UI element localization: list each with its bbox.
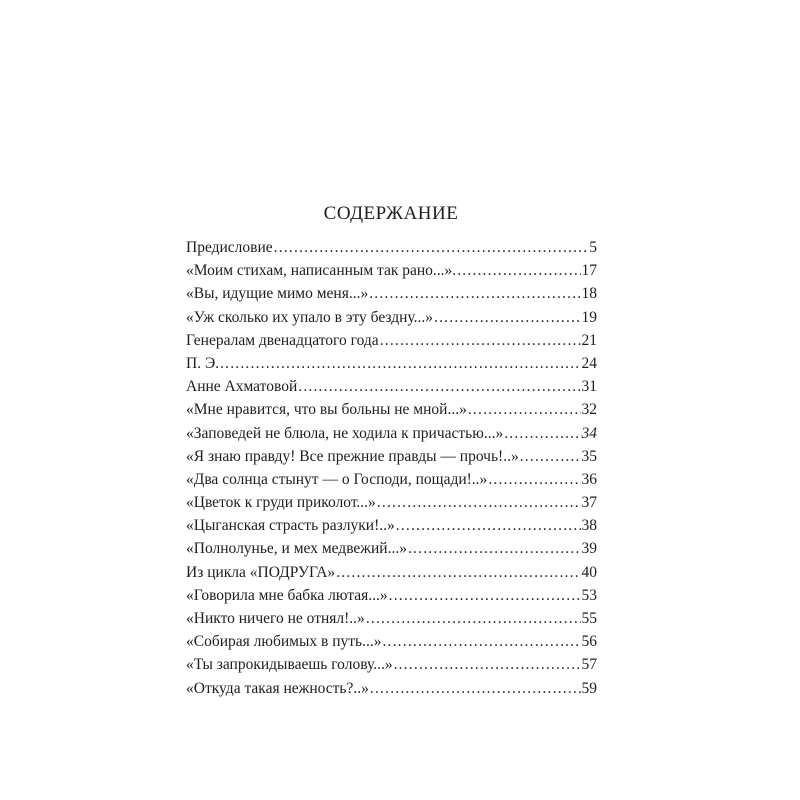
- toc-page-number: 21: [581, 331, 597, 349]
- toc-page-number: 24: [581, 354, 597, 372]
- toc-entry: [186, 491, 597, 514]
- toc-entry-label: «Я знаю правду! Все прежние правды — прочь!..»: [186, 447, 519, 465]
- toc-entry: [186, 607, 597, 630]
- dot-leader: [394, 653, 581, 676]
- toc-page-number: 35: [581, 447, 597, 465]
- toc-entry: [186, 375, 597, 398]
- toc-page-number: 19: [581, 308, 597, 326]
- toc-entry: [186, 561, 597, 584]
- table-of-contents: [186, 236, 597, 700]
- toc-entry-label: «Моим стихам, написанным так рано...».: [186, 262, 457, 280]
- toc-entry-label: Предисловие: [186, 239, 273, 256]
- dot-leader: [369, 282, 580, 305]
- toc-entry-label: Генералам двенадцатого года: [186, 331, 379, 349]
- toc-page-number: 18: [581, 285, 597, 303]
- toc-page-number: 57: [581, 656, 597, 674]
- dot-leader: [520, 445, 581, 468]
- toc-entry-label: «Собирая любимых в путь...»: [186, 633, 382, 651]
- toc-entry: [186, 445, 597, 468]
- toc-entry: [186, 422, 597, 445]
- toc-entry-label: «Никто ничего не отнял!..»: [186, 610, 365, 627]
- toc-entry: [186, 236, 597, 259]
- toc-entry: [186, 537, 597, 560]
- toc-page-number: 32: [581, 401, 597, 419]
- dot-leader: [380, 329, 581, 352]
- dot-leader: [274, 236, 589, 259]
- toc-entry-label: «Говорила мне бабка лютая...»: [186, 586, 388, 604]
- dot-leader: [408, 537, 581, 560]
- toc-entry-label: «Заповедей не блюла, не ходила к причастью...»: [186, 424, 504, 442]
- toc-page-number: 17: [581, 262, 597, 280]
- toc-page-number: 55: [581, 610, 597, 627]
- toc-page-number: 36: [581, 470, 597, 488]
- toc-page-number: 31: [581, 378, 597, 396]
- toc-page-number: 40: [581, 563, 597, 581]
- toc-entry: [186, 306, 597, 329]
- toc-entry: [186, 329, 597, 352]
- toc-entry: [186, 259, 597, 282]
- dot-leader: [220, 352, 580, 375]
- toc-entry: [186, 630, 597, 653]
- toc-entry-label: «Цветок к груди приколот...»: [186, 494, 376, 512]
- toc-entry-label: П. Э.: [186, 354, 220, 372]
- dot-leader: [504, 422, 580, 445]
- toc-entry-label: Анне Ахматовой: [186, 378, 298, 396]
- toc-page-number: 34: [581, 424, 597, 442]
- dot-leader: [377, 491, 581, 514]
- dot-leader: [370, 677, 581, 700]
- toc-entry-label: «Два солнца стынут — о Господи, пощади!..»: [186, 470, 488, 488]
- toc-entry: [186, 584, 597, 607]
- toc-page-number: 59: [581, 679, 597, 697]
- toc-entry: [186, 398, 597, 421]
- toc-page-number: 56: [581, 633, 597, 651]
- toc-page-number: 38: [581, 517, 597, 535]
- toc-entry-label: «Уж сколько их упало в эту бездну...»: [186, 308, 434, 326]
- dot-leader: [457, 259, 580, 282]
- dot-leader: [434, 306, 580, 329]
- toc-entry-label: «Цыганская страсть разлуки!..»: [186, 517, 395, 535]
- toc-entry: [186, 352, 597, 375]
- toc-entry-label: «Вы, идущие мимо меня...»: [186, 285, 369, 303]
- toc-page-number: 37: [581, 494, 597, 512]
- dot-leader: [468, 398, 581, 421]
- dot-leader: [366, 607, 581, 630]
- toc-entry-label: «Полнолунье, и мех медвежий...»: [186, 540, 407, 558]
- toc-entry: [186, 677, 597, 700]
- dot-leader: [336, 561, 580, 584]
- toc-entry-label: «Мне нравится, что вы больны не мной...»: [186, 401, 467, 419]
- toc-entry: [186, 514, 597, 537]
- toc-page-number: 39: [581, 540, 597, 558]
- dot-leader: [396, 514, 581, 537]
- toc-entry-label: Из цикла «ПОДРУГА»: [186, 563, 336, 581]
- dot-leader: [389, 584, 581, 607]
- toc-entry: [186, 653, 597, 676]
- toc-entry: [186, 282, 597, 305]
- toc-page-number: 53: [581, 586, 597, 604]
- dot-leader: [488, 468, 580, 491]
- dot-leader: [382, 630, 580, 653]
- toc-entry: [186, 468, 597, 491]
- toc-entry-label: «Ты запрокидываешь голову...»: [186, 656, 393, 674]
- toc-entry-label: «Откуда такая нежность?..»: [186, 679, 369, 697]
- toc-title: СОДЕРЖАНИЕ: [323, 203, 459, 224]
- dot-leader: [298, 375, 580, 398]
- toc-page-number: 5: [589, 239, 597, 256]
